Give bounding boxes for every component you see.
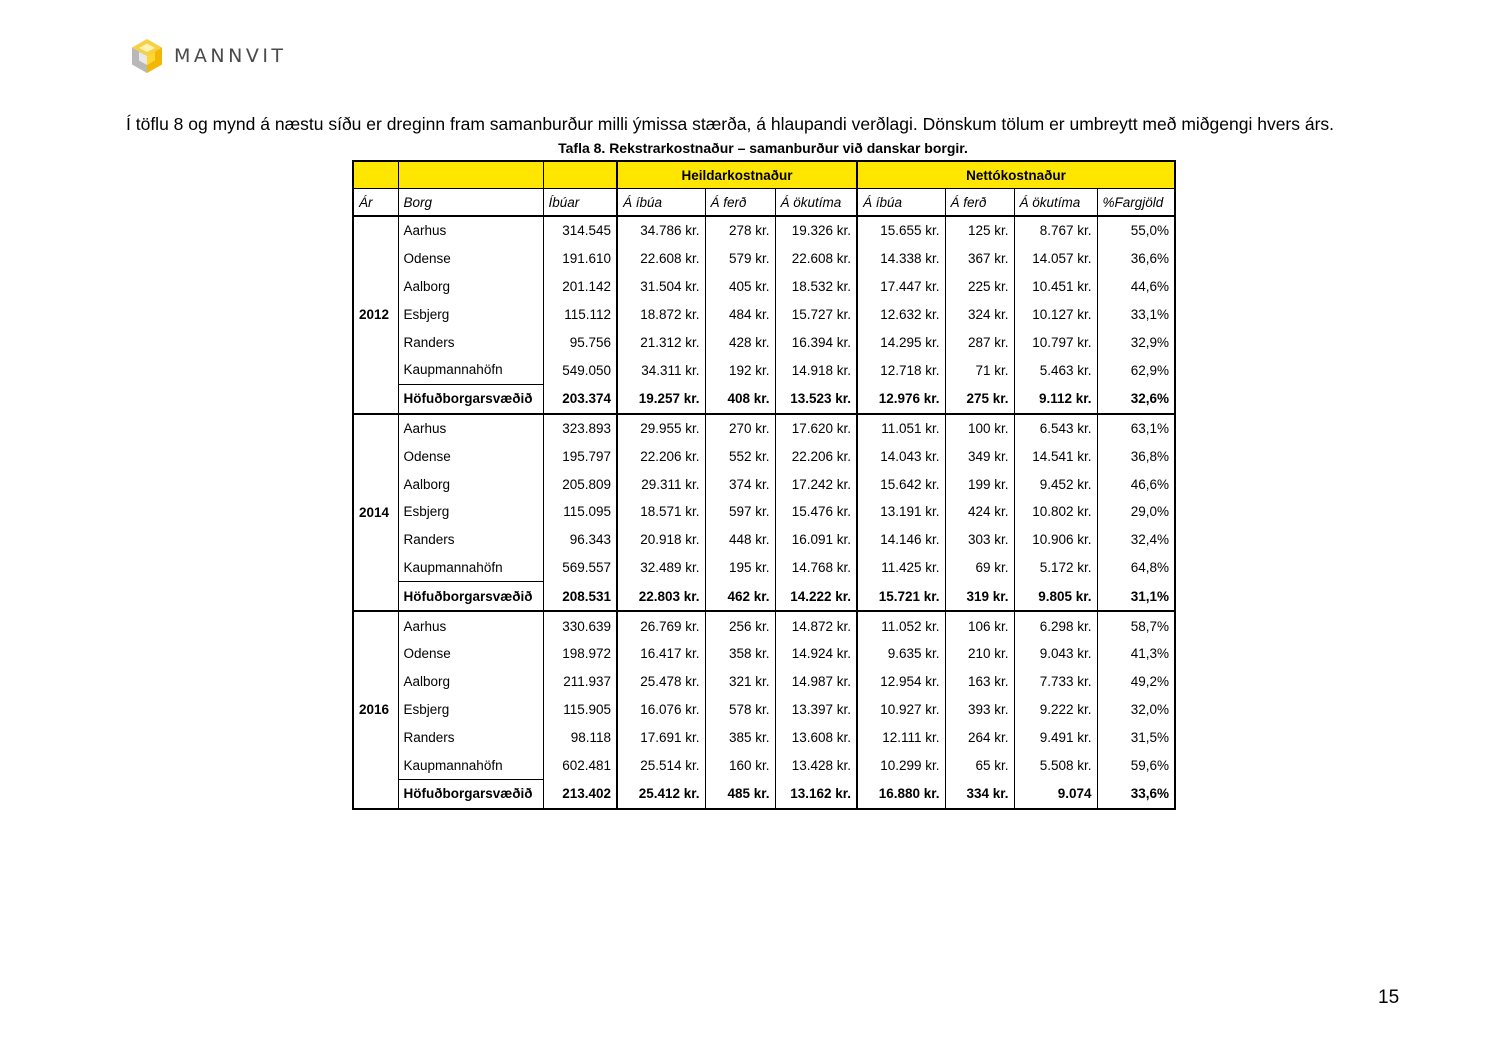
value-cell: 13.191 kr.: [857, 498, 945, 526]
column-header: Á íbúa: [857, 189, 945, 217]
value-cell: 10.927 kr.: [857, 696, 945, 724]
table-row: [353, 470, 1175, 498]
value-cell: 125 kr.: [945, 216, 1014, 245]
city-cell: Esbjerg: [398, 696, 543, 724]
value-cell: 31.504 kr.: [617, 273, 705, 301]
value-cell: 569.557: [543, 554, 617, 582]
value-cell: 13.523 kr.: [775, 384, 857, 413]
city-cell: Odense: [398, 442, 543, 470]
value-cell: 405 kr.: [705, 273, 775, 301]
value-cell: 10.299 kr.: [857, 751, 945, 779]
value-cell: 63,1%: [1097, 414, 1175, 443]
value-cell: 10.451 kr.: [1014, 273, 1097, 301]
column-header: Borg: [398, 189, 543, 217]
value-cell: 256 kr.: [705, 611, 775, 640]
value-cell: 484 kr.: [705, 300, 775, 328]
value-cell: 15.476 kr.: [775, 498, 857, 526]
city-cell: Odense: [398, 640, 543, 668]
value-cell: 16.394 kr.: [775, 328, 857, 356]
value-cell: 10.797 kr.: [1014, 328, 1097, 356]
page-number: 15: [1378, 987, 1400, 1008]
value-cell: 32,6%: [1097, 384, 1175, 413]
value-cell: 205.809: [543, 470, 617, 498]
value-cell: 13.608 kr.: [775, 723, 857, 751]
value-cell: 18.571 kr.: [617, 498, 705, 526]
city-cell: Höfuðborgarsvæðið: [398, 384, 543, 413]
value-cell: 424 kr.: [945, 498, 1014, 526]
value-cell: 14.768 kr.: [775, 554, 857, 582]
city-cell: Kaupmannahöfn: [398, 554, 543, 582]
value-cell: 26.769 kr.: [617, 611, 705, 640]
value-cell: 65 kr.: [945, 751, 1014, 779]
value-cell: 14.057 kr.: [1014, 245, 1097, 273]
value-cell: 22.608 kr.: [775, 245, 857, 273]
value-cell: 46,6%: [1097, 470, 1175, 498]
value-cell: 213.402: [543, 779, 617, 808]
value-cell: 9.074: [1014, 779, 1097, 808]
value-cell: 9.222 kr.: [1014, 696, 1097, 724]
value-cell: 58,7%: [1097, 611, 1175, 640]
value-cell: 330.639: [543, 611, 617, 640]
value-cell: 6.543 kr.: [1014, 414, 1097, 443]
value-cell: 33,1%: [1097, 300, 1175, 328]
value-cell: 275 kr.: [945, 384, 1014, 413]
value-cell: 25.478 kr.: [617, 668, 705, 696]
value-cell: 408 kr.: [705, 384, 775, 413]
value-cell: 6.298 kr.: [1014, 611, 1097, 640]
value-cell: 462 kr.: [705, 582, 775, 611]
value-cell: 208.531: [543, 582, 617, 611]
city-cell: Aarhus: [398, 611, 543, 640]
table-row: [353, 328, 1175, 356]
table-row: [353, 554, 1175, 582]
value-cell: 334 kr.: [945, 779, 1014, 808]
value-cell: 12.718 kr.: [857, 356, 945, 384]
group-header-row: [353, 161, 1175, 189]
mannvit-cube-icon: [130, 38, 164, 74]
value-cell: 32,0%: [1097, 696, 1175, 724]
city-cell: Aalborg: [398, 273, 543, 301]
column-header: Á ökutíma: [1014, 189, 1097, 217]
value-cell: 15.727 kr.: [775, 300, 857, 328]
value-cell: 71 kr.: [945, 356, 1014, 384]
value-cell: 44,6%: [1097, 273, 1175, 301]
value-cell: 287 kr.: [945, 328, 1014, 356]
city-cell: Randers: [398, 723, 543, 751]
value-cell: 199 kr.: [945, 470, 1014, 498]
value-cell: 17.620 kr.: [775, 414, 857, 443]
value-cell: 13.162 kr.: [775, 779, 857, 808]
value-cell: 5.172 kr.: [1014, 554, 1097, 582]
value-cell: 115.905: [543, 696, 617, 724]
value-cell: 5.463 kr.: [1014, 356, 1097, 384]
table-row: [353, 356, 1175, 384]
value-cell: 34.786 kr.: [617, 216, 705, 245]
year-cell: 2012: [353, 216, 398, 414]
table-total-row: [353, 582, 1175, 611]
column-header: Á íbúa: [617, 189, 705, 217]
value-cell: 19.326 kr.: [775, 216, 857, 245]
value-cell: 98.118: [543, 723, 617, 751]
value-cell: 448 kr.: [705, 526, 775, 554]
value-cell: 11.051 kr.: [857, 414, 945, 443]
value-cell: 579 kr.: [705, 245, 775, 273]
value-cell: 32.489 kr.: [617, 554, 705, 582]
value-cell: 7.733 kr.: [1014, 668, 1097, 696]
value-cell: 14.043 kr.: [857, 442, 945, 470]
value-cell: 349 kr.: [945, 442, 1014, 470]
value-cell: 14.338 kr.: [857, 245, 945, 273]
value-cell: 59,6%: [1097, 751, 1175, 779]
city-cell: Aarhus: [398, 216, 543, 245]
cost-comparison-table: [352, 160, 1176, 810]
table-row: [353, 611, 1175, 640]
value-cell: 13.397 kr.: [775, 696, 857, 724]
value-cell: 22.206 kr.: [775, 442, 857, 470]
value-cell: 597 kr.: [705, 498, 775, 526]
value-cell: 115.095: [543, 498, 617, 526]
value-cell: 14.924 kr.: [775, 640, 857, 668]
value-cell: 13.428 kr.: [775, 751, 857, 779]
value-cell: 12.954 kr.: [857, 668, 945, 696]
value-cell: 10.127 kr.: [1014, 300, 1097, 328]
value-cell: 9.805 kr.: [1014, 582, 1097, 611]
table-row: [353, 300, 1175, 328]
table-row: [353, 723, 1175, 751]
column-header: Íbúar: [543, 189, 617, 217]
table-row: [353, 216, 1175, 245]
value-cell: 14.872 kr.: [775, 611, 857, 640]
value-cell: 95.756: [543, 328, 617, 356]
city-cell: Aalborg: [398, 470, 543, 498]
value-cell: 358 kr.: [705, 640, 775, 668]
value-cell: 41,3%: [1097, 640, 1175, 668]
value-cell: 195.797: [543, 442, 617, 470]
value-cell: 163 kr.: [945, 668, 1014, 696]
group-header-nettokostnadur: Nettókostnaður: [857, 161, 1175, 189]
city-cell: Aarhus: [398, 414, 543, 443]
table-row: [353, 751, 1175, 779]
value-cell: 15.642 kr.: [857, 470, 945, 498]
column-header: Ár: [353, 189, 398, 217]
table-row: [353, 498, 1175, 526]
value-cell: 210 kr.: [945, 640, 1014, 668]
value-cell: 49,2%: [1097, 668, 1175, 696]
value-cell: 62,9%: [1097, 356, 1175, 384]
value-cell: 14.918 kr.: [775, 356, 857, 384]
value-cell: 33,6%: [1097, 779, 1175, 808]
value-cell: 367 kr.: [945, 245, 1014, 273]
value-cell: 16.091 kr.: [775, 526, 857, 554]
value-cell: 29.311 kr.: [617, 470, 705, 498]
value-cell: 8.767 kr.: [1014, 216, 1097, 245]
value-cell: 14.295 kr.: [857, 328, 945, 356]
table-total-row: [353, 384, 1175, 413]
value-cell: 549.050: [543, 356, 617, 384]
city-cell: Höfuðborgarsvæðið: [398, 779, 543, 808]
value-cell: 12.976 kr.: [857, 384, 945, 413]
value-cell: 385 kr.: [705, 723, 775, 751]
value-cell: 11.425 kr.: [857, 554, 945, 582]
table-caption: Tafla 8. Rekstrarkostnaður – samanburður við danskar borgir.: [558, 140, 968, 156]
value-cell: 270 kr.: [705, 414, 775, 443]
value-cell: 55,0%: [1097, 216, 1175, 245]
value-cell: 14.541 kr.: [1014, 442, 1097, 470]
value-cell: 5.508 kr.: [1014, 751, 1097, 779]
value-cell: 31,1%: [1097, 582, 1175, 611]
value-cell: 17.242 kr.: [775, 470, 857, 498]
city-cell: Randers: [398, 328, 543, 356]
value-cell: 19.257 kr.: [617, 384, 705, 413]
column-header: Á ferð: [945, 189, 1014, 217]
value-cell: 319 kr.: [945, 582, 1014, 611]
value-cell: 602.481: [543, 751, 617, 779]
mannvit-logo-text: MANNVIT: [174, 45, 287, 67]
value-cell: 100 kr.: [945, 414, 1014, 443]
value-cell: 203.374: [543, 384, 617, 413]
value-cell: 69 kr.: [945, 554, 1014, 582]
city-cell: Kaupmannahöfn: [398, 356, 543, 384]
city-cell: Höfuðborgarsvæðið: [398, 582, 543, 611]
value-cell: 578 kr.: [705, 696, 775, 724]
value-cell: 192 kr.: [705, 356, 775, 384]
column-header: Á ökutíma: [775, 189, 857, 217]
intro-paragraph: Í töflu 8 og mynd á næstu síðu er dreginn fram samanburður milli ýmissa stærða, á hlaupandi verðlagi. Dönskum tölum er umbreytt með miðgengi hvers árs.: [126, 114, 1335, 134]
value-cell: 22.206 kr.: [617, 442, 705, 470]
value-cell: 428 kr.: [705, 328, 775, 356]
value-cell: 9.043 kr.: [1014, 640, 1097, 668]
value-cell: 323.893: [543, 414, 617, 443]
value-cell: 225 kr.: [945, 273, 1014, 301]
year-cell: 2014: [353, 414, 398, 612]
value-cell: 16.076 kr.: [617, 696, 705, 724]
value-cell: 16.417 kr.: [617, 640, 705, 668]
table-row: [353, 442, 1175, 470]
value-cell: 324 kr.: [945, 300, 1014, 328]
table-row: [353, 668, 1175, 696]
city-cell: Esbjerg: [398, 300, 543, 328]
value-cell: 12.632 kr.: [857, 300, 945, 328]
value-cell: 115.112: [543, 300, 617, 328]
table-row: [353, 696, 1175, 724]
value-cell: 321 kr.: [705, 668, 775, 696]
city-cell: Aalborg: [398, 668, 543, 696]
value-cell: 485 kr.: [705, 779, 775, 808]
value-cell: 278 kr.: [705, 216, 775, 245]
year-cell: 2016: [353, 611, 398, 809]
value-cell: 15.655 kr.: [857, 216, 945, 245]
value-cell: 314.545: [543, 216, 617, 245]
value-cell: 29.955 kr.: [617, 414, 705, 443]
group-header-heildarkostnadur: Heildarkostnaður: [617, 161, 857, 189]
value-cell: 18.532 kr.: [775, 273, 857, 301]
value-cell: 374 kr.: [705, 470, 775, 498]
value-cell: 20.918 kr.: [617, 526, 705, 554]
value-cell: 10.802 kr.: [1014, 498, 1097, 526]
value-cell: 303 kr.: [945, 526, 1014, 554]
value-cell: 25.412 kr.: [617, 779, 705, 808]
value-cell: 96.343: [543, 526, 617, 554]
value-cell: 64,8%: [1097, 554, 1175, 582]
value-cell: 9.635 kr.: [857, 640, 945, 668]
table-total-row: [353, 779, 1175, 808]
value-cell: 14.146 kr.: [857, 526, 945, 554]
city-cell: Esbjerg: [398, 498, 543, 526]
column-header-row: [353, 189, 1175, 217]
value-cell: 9.452 kr.: [1014, 470, 1097, 498]
value-cell: 10.906 kr.: [1014, 526, 1097, 554]
column-header: Á ferð: [705, 189, 775, 217]
value-cell: 12.111 kr.: [857, 723, 945, 751]
value-cell: 201.142: [543, 273, 617, 301]
value-cell: 36,6%: [1097, 245, 1175, 273]
value-cell: 191.610: [543, 245, 617, 273]
value-cell: 29,0%: [1097, 498, 1175, 526]
city-cell: Odense: [398, 245, 543, 273]
value-cell: 9.491 kr.: [1014, 723, 1097, 751]
value-cell: 36,8%: [1097, 442, 1175, 470]
table-row: [353, 526, 1175, 554]
table-row: [353, 245, 1175, 273]
value-cell: 32,4%: [1097, 526, 1175, 554]
value-cell: 9.112 kr.: [1014, 384, 1097, 413]
table-row: [353, 414, 1175, 443]
value-cell: 106 kr.: [945, 611, 1014, 640]
value-cell: 14.987 kr.: [775, 668, 857, 696]
value-cell: 14.222 kr.: [775, 582, 857, 611]
value-cell: 18.872 kr.: [617, 300, 705, 328]
value-cell: 25.514 kr.: [617, 751, 705, 779]
value-cell: 22.803 kr.: [617, 582, 705, 611]
value-cell: 31,5%: [1097, 723, 1175, 751]
value-cell: 393 kr.: [945, 696, 1014, 724]
value-cell: 211.937: [543, 668, 617, 696]
value-cell: 160 kr.: [705, 751, 775, 779]
value-cell: 21.312 kr.: [617, 328, 705, 356]
value-cell: 198.972: [543, 640, 617, 668]
column-header: %Fargjöld: [1097, 189, 1175, 217]
value-cell: 16.880 kr.: [857, 779, 945, 808]
value-cell: 32,9%: [1097, 328, 1175, 356]
value-cell: 552 kr.: [705, 442, 775, 470]
table-row: [353, 273, 1175, 301]
value-cell: 11.052 kr.: [857, 611, 945, 640]
value-cell: 195 kr.: [705, 554, 775, 582]
table-row: [353, 640, 1175, 668]
value-cell: 17.447 kr.: [857, 273, 945, 301]
value-cell: 15.721 kr.: [857, 582, 945, 611]
city-cell: Kaupmannahöfn: [398, 751, 543, 779]
mannvit-logo: [130, 38, 287, 74]
value-cell: 17.691 kr.: [617, 723, 705, 751]
value-cell: 22.608 kr.: [617, 245, 705, 273]
value-cell: 264 kr.: [945, 723, 1014, 751]
value-cell: 34.311 kr.: [617, 356, 705, 384]
city-cell: Randers: [398, 526, 543, 554]
